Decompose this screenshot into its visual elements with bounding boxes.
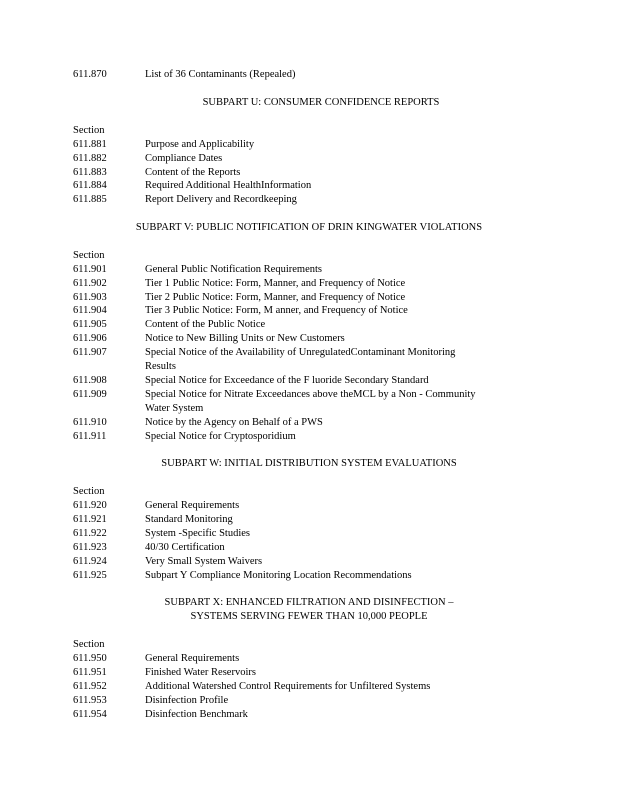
section-number: 611.883 [73, 167, 107, 178]
section-title: Tier 1 Public Notice: Form, Manner, and Frequency of Notice [145, 278, 406, 289]
section-title: List of 36 Contaminants (Repealed) [145, 69, 296, 80]
section-title: Special Notice for Cryptosporidium [145, 431, 296, 442]
section-number: 611.952 [73, 681, 107, 692]
section-title-continuation: Water System [145, 403, 204, 414]
section-title: Notice to New Billing Units or New Customers [145, 333, 345, 344]
section-title: Special Notice of the Availability of UnregulatedContaminant Monitoring [145, 347, 456, 358]
section-number: 611.907 [73, 347, 107, 358]
section-title: Notice by the Agency on Behalf of a PWS [145, 417, 323, 428]
section-title: Finished Water Reservoirs [145, 667, 256, 678]
section-title: 40/30 Certification [145, 542, 225, 553]
section-number: 611.922 [73, 528, 107, 539]
section-label: Section [73, 486, 105, 497]
section-title: General Public Notification Requirements [145, 264, 322, 275]
section-title: Special Notice for Nitrate Exceedances above theMCL by a Non - Community [145, 389, 476, 400]
subpart-v-heading: SUBPART V: PUBLIC NOTIFICATION OF DRIN KINGWATER VIOLATIONS [135, 222, 483, 233]
section-title: Report Delivery and Recordkeeping [145, 194, 297, 205]
section-title: Content of the Reports [145, 167, 241, 178]
section-label: Section [73, 250, 105, 261]
section-number: 611.908 [73, 375, 107, 386]
section-number: 611.953 [73, 695, 107, 706]
section-number: 611.902 [73, 278, 107, 289]
section-label: Section [73, 125, 105, 136]
section-number: 611.954 [73, 709, 107, 720]
section-title: Subpart Y Compliance Monitoring Location Recommendations [145, 570, 412, 581]
subpart-u-heading: SUBPART U: CONSUMER CONFIDENCE REPORTS [202, 97, 440, 108]
section-title: Additional Watershed Control Requirements for Unfiltered Systems [145, 681, 431, 692]
section-title: Compliance Dates [145, 153, 223, 164]
section-title: Purpose and Applicability [145, 139, 255, 150]
section-title: General Requirements [145, 500, 240, 511]
section-title: Required Additional HealthInformation [145, 180, 312, 191]
section-number: 611.881 [73, 139, 107, 150]
subpart-w-heading: SUBPART W: INITIAL DISTRIBUTION SYSTEM EVALUATIONS [161, 458, 457, 469]
section-number: 611.950 [73, 653, 107, 664]
section-number: 611.904 [73, 305, 107, 316]
section-number: 611.911 [73, 431, 107, 442]
section-number: 611.909 [73, 389, 107, 400]
section-number: 611.920 [73, 500, 107, 511]
section-title: General Requirements [145, 653, 240, 664]
section-number: 611.951 [73, 667, 107, 678]
section-title: System -Specific Studies [145, 528, 250, 539]
section-title: Disinfection Benchmark [145, 709, 248, 720]
section-title: Very Small System Waivers [145, 556, 263, 567]
section-number: 611.910 [73, 417, 107, 428]
section-number: 611.924 [73, 556, 107, 567]
section-title: Special Notice for Exceedance of the F luoride Secondary Standard [145, 375, 429, 386]
section-title: Tier 3 Public Notice: Form, M anner, and Frequency of Notice [145, 305, 408, 316]
section-number: 611.921 [73, 514, 107, 525]
section-number: 611.923 [73, 542, 107, 553]
section-label: Section [73, 639, 105, 650]
section-number: 611.885 [73, 194, 107, 205]
section-title-continuation: Results [145, 361, 176, 372]
section-number: 611.884 [73, 180, 107, 191]
section-number: 611.925 [73, 570, 107, 581]
section-number: 611.906 [73, 333, 107, 344]
section-number: 611.905 [73, 319, 107, 330]
section-title: Disinfection Profile [145, 695, 229, 706]
section-title: Content of the Public Notice [145, 319, 266, 330]
subpart-x-heading-line-2: SYSTEMS SERVING FEWER THAN 10,000 PEOPLE [190, 611, 428, 622]
section-number: 611.870 [73, 69, 107, 80]
subpart-x-heading: SUBPART X: ENHANCED FILTRATION AND DISINFECTION – [164, 597, 454, 608]
section-number: 611.882 [73, 153, 107, 164]
section-number: 611.901 [73, 264, 107, 275]
section-number: 611.903 [73, 292, 107, 303]
section-title: Tier 2 Public Notice: Form, Manner, and Frequency of Notice [145, 292, 406, 303]
section-title: Standard Monitoring [145, 514, 233, 525]
